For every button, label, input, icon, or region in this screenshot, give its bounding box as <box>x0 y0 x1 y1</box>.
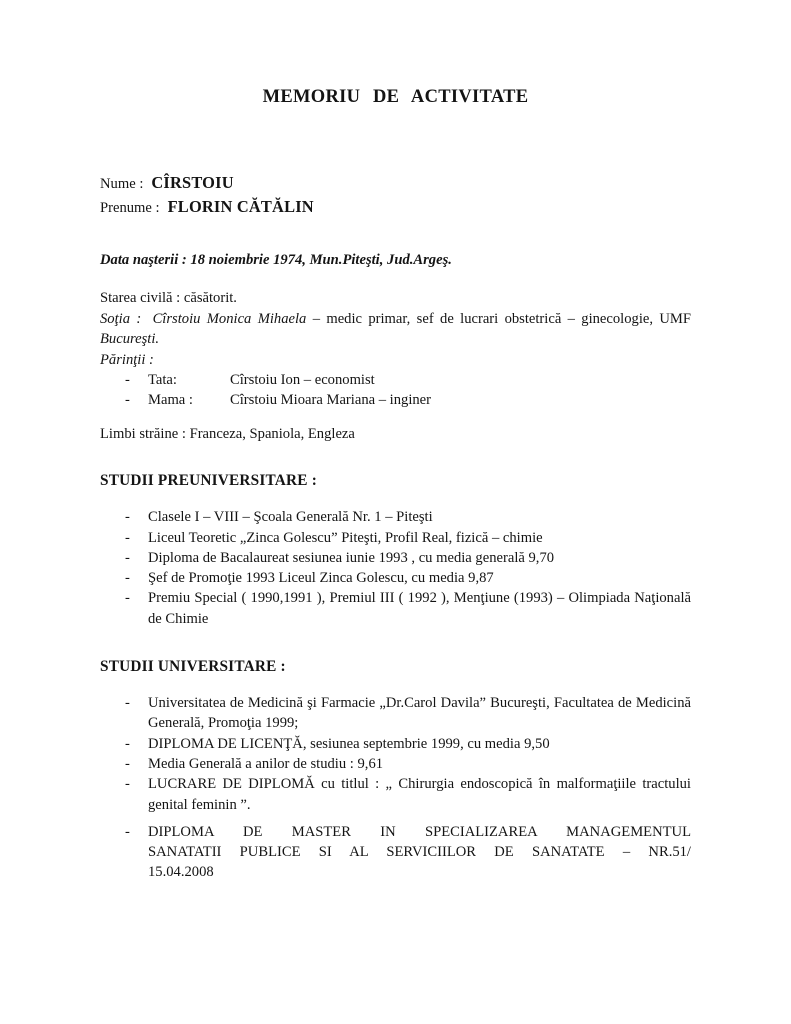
list-item <box>100 528 691 548</box>
spouse-label: Soţia : <box>100 310 142 327</box>
list-item-text: DIPLOMA DE LICENŢĂ, sesiunea septembrie 1999, cu media 9,50 <box>148 735 550 752</box>
marital-status-line: Starea civilă : căsătorit. <box>100 290 237 307</box>
list-item <box>100 588 691 629</box>
spouse-affiliation-city: Bucureşti. <box>100 331 160 348</box>
list-item-text: Premiu Special ( 1990,1991 ), Premiul III ( 1992 ), Menţiune (1993) – Olimpiada Naţională de Chimie <box>148 590 691 627</box>
parent-row-father <box>100 370 691 390</box>
list-item <box>100 548 691 568</box>
list-item <box>100 568 691 588</box>
bullet-dash: - <box>125 549 130 566</box>
field-prenume <box>100 195 691 220</box>
prenume-label: Prenume : <box>100 200 160 216</box>
languages-line: Limbi străine : Franceza, Spaniola, Engleza <box>100 425 355 442</box>
list-item <box>100 693 691 734</box>
spouse-name: Cîrstoiu Monica Mihaela <box>152 310 307 327</box>
bullet-dash: - <box>125 776 130 793</box>
identity-block <box>100 172 691 220</box>
university-list <box>100 693 691 883</box>
master-diploma-item <box>100 822 691 883</box>
spouse-affiliation: UMF <box>659 310 692 327</box>
document-title: MEMORIU DE ACTIVITATE <box>262 87 529 107</box>
bullet-dash: - <box>125 372 130 389</box>
parents-label: Părinţii : <box>100 351 154 368</box>
mother-value: Cîrstoiu Mioara Mariana – inginer <box>230 392 432 409</box>
master-line: SANATATII PUBLICE SI AL SERVICIILOR DE SANATATE – NR.51/ <box>148 844 691 861</box>
section-heading-university: STUDII UNIVERSITARE : <box>100 658 286 676</box>
list-item-text: LUCRARE DE DIPLOMĂ cu titlul : „ Chirurgia endoscopică în malformaţiile tractului genital feminin ”. <box>148 776 691 813</box>
bullet-dash: - <box>125 735 130 752</box>
master-line: DIPLOMA DE MASTER IN SPECIALIZAREA MANAGEMENTUL <box>148 823 691 840</box>
list-item <box>100 754 691 774</box>
bullet-dash: - <box>125 695 130 712</box>
list-item-text: Clasele I – VIII – Şcoala Generală Nr. 1 – Piteşti <box>148 509 433 526</box>
parent-row-mother <box>100 390 691 410</box>
nume-label: Nume : <box>100 176 144 192</box>
field-nume <box>100 172 691 195</box>
spouse-paragraph <box>100 309 691 350</box>
preuniversity-list <box>100 507 691 629</box>
list-item-text: Şef de Promoţie 1993 Liceul Zinca Golescu, cu media 9,87 <box>148 570 494 587</box>
list-item-text: Universitatea de Medicină şi Farmacie „Dr.Carol Davila” Bucureşti, Facultatea de Medicină Generală, Promoţia 1999; <box>148 695 691 732</box>
section-heading-preuniversity: STUDII PREUNIVERSITARE : <box>100 472 318 490</box>
list-item-text: Liceul Teoretic „Zinca Golescu” Piteşti, Profil Real, fizică – chimie <box>148 529 543 546</box>
nume-value: CÎRSTOIU <box>151 173 234 192</box>
list-item <box>100 774 691 815</box>
bullet-dash: - <box>125 529 130 546</box>
bullet-dash: - <box>125 570 130 587</box>
master-line: 15.04.2008 <box>148 864 214 881</box>
mother-label: Mama : <box>148 392 193 409</box>
list-item <box>100 507 691 527</box>
bullet-dash: - <box>125 590 130 607</box>
birth-date-line: Data naşterii : 18 noiembrie 1974, Mun.Piteşti, Jud.Argeş. <box>100 252 452 268</box>
father-label: Tata: <box>148 372 177 389</box>
bullet-dash: - <box>125 755 130 772</box>
list-item-text: Media Generală a anilor de studiu : 9,61 <box>148 755 384 772</box>
bullet-dash: - <box>125 823 130 840</box>
bullet-dash: - <box>125 509 130 526</box>
father-value: Cîrstoiu Ion – economist <box>230 372 375 389</box>
prenume-value: FLORIN CĂTĂLIN <box>167 197 314 216</box>
bullet-dash: - <box>125 392 130 409</box>
spouse-description: – medic primar, sef de lucrari obstetrică – ginecologie, <box>312 310 654 327</box>
list-item <box>100 734 691 754</box>
list-item-text: Diploma de Bacalaureat sesiunea iunie 1993 , cu media generală 9,70 <box>148 549 555 566</box>
civil-status-block <box>100 288 691 410</box>
